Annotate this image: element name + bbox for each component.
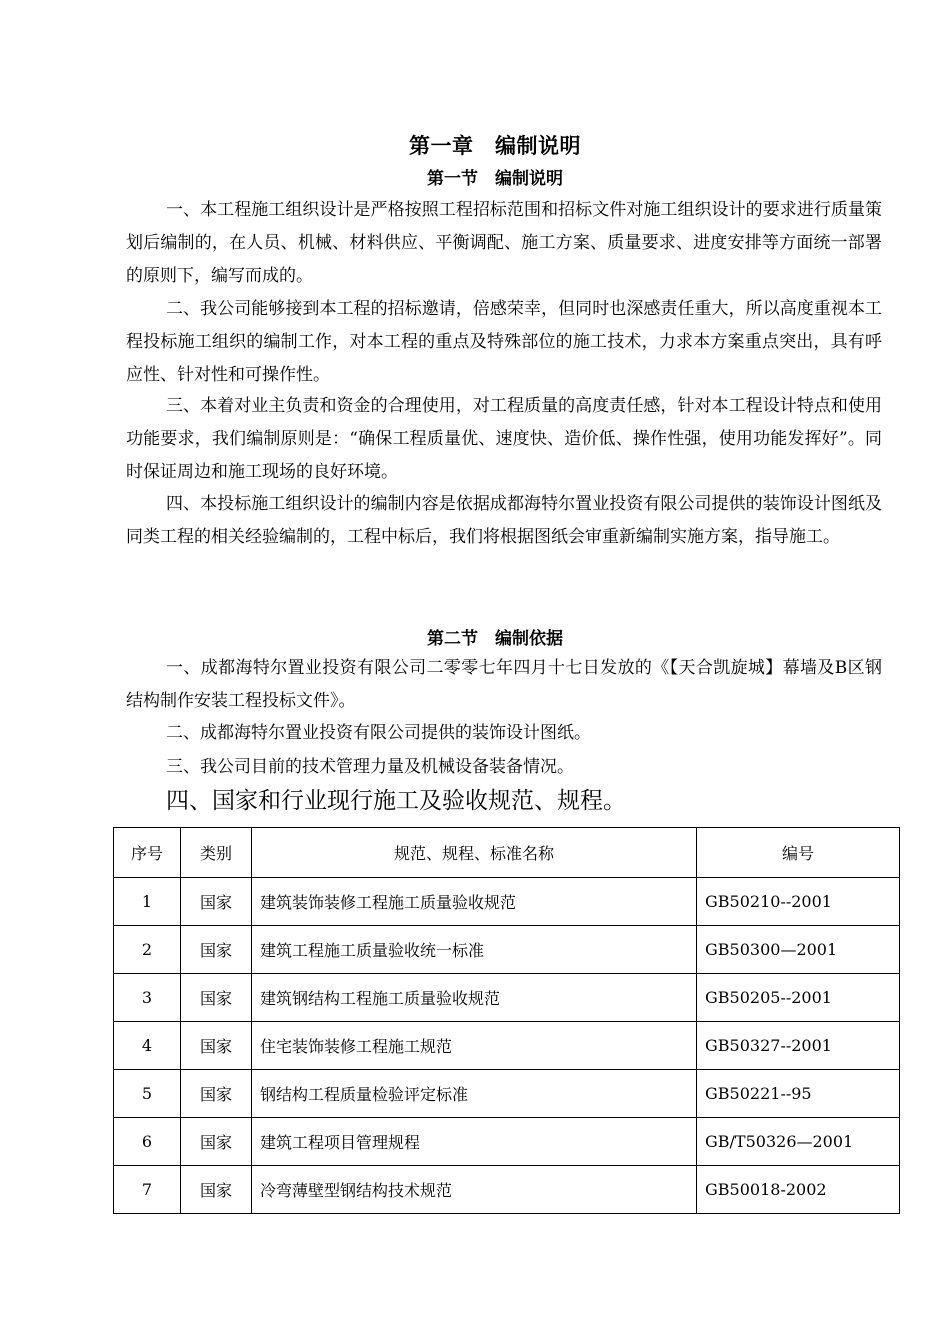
header-index: 序号	[114, 828, 181, 878]
cell-code: GB50210--2001	[697, 878, 900, 926]
cell-name: 建筑钢结构工程施工质量验收规范	[252, 974, 697, 1022]
section2-heading-4: 四、国家和行业现行施工及验收规范、规程。	[166, 788, 626, 814]
cell-code: GB50205--2001	[697, 974, 900, 1022]
cell-name: 建筑工程施工质量验收统一标准	[252, 926, 697, 974]
cell-index: 5	[114, 1070, 181, 1118]
cell-category: 国家	[181, 974, 252, 1022]
table-row	[114, 1070, 900, 1118]
header-name: 规范、规程、标准名称	[252, 828, 697, 878]
table-row	[114, 1022, 900, 1070]
cell-category: 国家	[181, 1022, 252, 1070]
section1-title: 第一节 编制说明	[427, 169, 563, 189]
section1-paragraph-3: 三、本着对业主负责和资金的合理使用，对工程质量的高度责任感，针对本工程设计特点和使用功能要求，我们编制原则是：“确保工程质量优、速度快、造价低、操作性强，使用功能发挥好”。同时保证周边和施工现场的良好环境。	[126, 396, 882, 482]
cell-index: 7	[114, 1166, 181, 1214]
cell-category: 国家	[181, 1166, 252, 1214]
cell-category: 国家	[181, 926, 252, 974]
cell-category: 国家	[181, 1118, 252, 1166]
section2-paragraph-2: 二、成都海特尔置业投资有限公司提供的装饰设计图纸。	[166, 723, 591, 743]
cell-category: 国家	[181, 878, 252, 926]
cell-name: 冷弯薄壁型钢结构技术规范	[252, 1166, 697, 1214]
cell-code: GB50327--2001	[697, 1022, 900, 1070]
section1-paragraph-4: 四、本投标施工组织设计的编制内容是依据成都海特尔置业投资有限公司提供的装饰设计图纸及同类工程的相关经验编制的，工程中标后，我们将根据图纸会审重新编制实施方案，指导施工。	[126, 494, 882, 547]
cell-index: 2	[114, 926, 181, 974]
cell-code: GB/T50326—2001	[697, 1118, 900, 1166]
section1-paragraph-2: 二、我公司能够接到本工程的招标邀请，倍感荣幸，但同时也深感责任重大，所以高度重视本工程投标施工组织的编制工作，对本工程的重点及特殊部位的施工技术，力求本方案重点突出，具有呼应性、针对性和可操作性。	[126, 299, 882, 385]
table-row	[114, 1166, 900, 1214]
cell-index: 3	[114, 974, 181, 1022]
table-row	[114, 878, 900, 926]
table-row	[114, 974, 900, 1022]
cell-code: GB50300—2001	[697, 926, 900, 974]
chapter-title: 第一章 编制说明	[409, 134, 581, 158]
table-row	[114, 926, 900, 974]
cell-code: GB50221--95	[697, 1070, 900, 1118]
header-category: 类别	[181, 828, 252, 878]
table-row	[114, 1118, 900, 1166]
cell-code: GB50018-2002	[697, 1166, 900, 1214]
cell-index: 4	[114, 1022, 181, 1070]
cell-name: 住宅装饰装修工程施工规范	[252, 1022, 697, 1070]
header-code: 编号	[697, 828, 900, 878]
cell-name: 建筑装饰装修工程施工质量验收规范	[252, 878, 697, 926]
standards-table	[113, 827, 900, 1214]
table-header-row	[114, 828, 900, 878]
cell-index: 6	[114, 1118, 181, 1166]
section2-paragraph-3: 三、我公司目前的技术管理力量及机械设备装备情况。	[166, 757, 574, 777]
section2-title: 第二节 编制依据	[427, 629, 563, 649]
cell-name: 钢结构工程质量检验评定标准	[252, 1070, 697, 1118]
cell-name: 建筑工程项目管理规程	[252, 1118, 697, 1166]
section1-paragraph-1: 一、本工程施工组织设计是严格按照工程招标范围和招标文件对施工组织设计的要求进行质量策划后编制的，在人员、机械、材料供应、平衡调配、施工方案、质量要求、进度安排等方面统一部署的原则下，编写而成的。	[126, 200, 882, 286]
section2-paragraph-1: 一、成都海特尔置业投资有限公司二零零七年四月十七日发放的《【天合凯旋城】幕墙及B区钢结构制作安装工程投标文件》。	[126, 658, 882, 711]
cell-category: 国家	[181, 1070, 252, 1118]
cell-index: 1	[114, 878, 181, 926]
